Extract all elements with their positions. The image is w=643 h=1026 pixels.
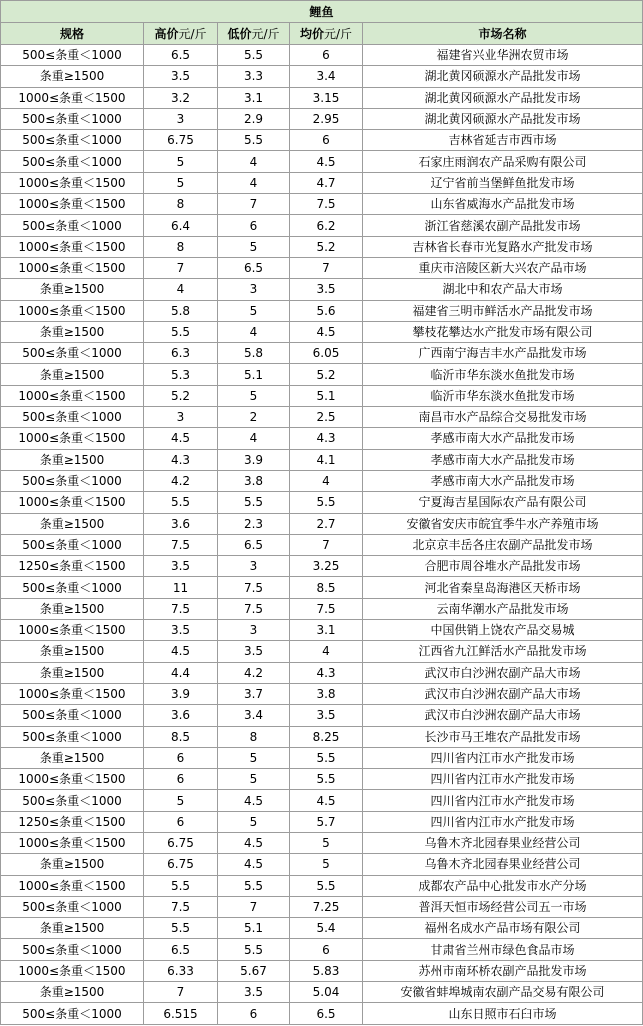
cell-market: 山东日照市石臼市场 <box>363 1003 643 1024</box>
cell-low-price: 3.5 <box>218 982 290 1003</box>
cell-high-price: 6.5 <box>144 939 218 960</box>
cell-avg-price: 3.1 <box>290 620 363 641</box>
cell-market: 福建省三明市鲜活水产品批发市场 <box>363 300 643 321</box>
table-row <box>1 513 643 534</box>
cell-market: 安徽省安庆市皖宜季牛水产养殖市场 <box>363 513 643 534</box>
cell-spec: 500≤条重＜1000 <box>1 534 144 555</box>
cell-high-price: 3 <box>144 108 218 129</box>
cell-avg-price: 5.2 <box>290 236 363 257</box>
table-row <box>1 939 643 960</box>
cell-market: 安徽省蚌埠城南农副产品交易有限公司 <box>363 982 643 1003</box>
cell-avg-price: 3.5 <box>290 279 363 300</box>
cell-high-price: 7.5 <box>144 534 218 555</box>
table-row <box>1 407 643 428</box>
cell-market: 孝感市南大水产品批发市场 <box>363 470 643 491</box>
cell-avg-price: 8.5 <box>290 577 363 598</box>
header-low-price <box>218 23 290 45</box>
cell-low-price: 5 <box>218 747 290 768</box>
cell-low-price: 4 <box>218 321 290 342</box>
header-spec: 规格 <box>1 23 144 45</box>
cell-spec: 条重≥1500 <box>1 918 144 939</box>
cell-avg-price: 5.5 <box>290 875 363 896</box>
table-row <box>1 726 643 747</box>
table-row <box>1 896 643 917</box>
cell-high-price: 4.2 <box>144 470 218 491</box>
header-avg-unit: 元/斤 <box>323 26 353 41</box>
table-header-row <box>1 23 643 45</box>
cell-market: 南昌市水产品综合交易批发市场 <box>363 407 643 428</box>
table-row <box>1 790 643 811</box>
cell-spec: 1000≤条重＜1500 <box>1 87 144 108</box>
cell-low-price: 5 <box>218 769 290 790</box>
cell-avg-price: 3.8 <box>290 683 363 704</box>
table-row <box>1 875 643 896</box>
cell-market: 湖北黄冈硕源水产品批发市场 <box>363 66 643 87</box>
table-row <box>1 45 643 66</box>
table-row <box>1 428 643 449</box>
cell-avg-price: 5.6 <box>290 300 363 321</box>
cell-high-price: 3.6 <box>144 513 218 534</box>
cell-spec: 1000≤条重＜1500 <box>1 172 144 193</box>
cell-high-price: 5.5 <box>144 875 218 896</box>
cell-avg-price: 5.7 <box>290 811 363 832</box>
cell-spec: 条重≥1500 <box>1 662 144 683</box>
table-row <box>1 194 643 215</box>
cell-high-price: 6 <box>144 811 218 832</box>
cell-spec: 500≤条重＜1000 <box>1 939 144 960</box>
header-high-price <box>144 23 218 45</box>
cell-market: 武汉市白沙洲农副产品大市场 <box>363 662 643 683</box>
cell-spec: 1000≤条重＜1500 <box>1 875 144 896</box>
cell-high-price: 8.5 <box>144 726 218 747</box>
cell-market: 吉林省延吉市西市场 <box>363 130 643 151</box>
cell-high-price: 3.5 <box>144 556 218 577</box>
cell-avg-price: 5.5 <box>290 769 363 790</box>
cell-avg-price: 4.5 <box>290 790 363 811</box>
cell-high-price: 6.3 <box>144 343 218 364</box>
table-row <box>1 982 643 1003</box>
header-high-label: 高价 <box>154 26 179 41</box>
cell-spec: 1250≤条重＜1500 <box>1 556 144 577</box>
cell-market: 福州名成水产品市场有限公司 <box>363 918 643 939</box>
cell-high-price: 7 <box>144 257 218 278</box>
cell-spec: 条重≥1500 <box>1 66 144 87</box>
cell-market: 四川省内江市水产批发市场 <box>363 790 643 811</box>
cell-avg-price: 5.2 <box>290 364 363 385</box>
cell-high-price: 7 <box>144 982 218 1003</box>
cell-high-price: 5 <box>144 151 218 172</box>
table-row <box>1 832 643 853</box>
cell-market: 浙江省慈溪农副产品批发市场 <box>363 215 643 236</box>
cell-avg-price: 6 <box>290 939 363 960</box>
table-row <box>1 960 643 981</box>
cell-spec: 条重≥1500 <box>1 364 144 385</box>
cell-low-price: 6 <box>218 1003 290 1024</box>
cell-low-price: 4 <box>218 151 290 172</box>
cell-low-price: 7 <box>218 896 290 917</box>
cell-market: 乌鲁木齐北园春果业经营公司 <box>363 854 643 875</box>
cell-high-price: 5.5 <box>144 918 218 939</box>
cell-high-price: 6.75 <box>144 854 218 875</box>
cell-avg-price: 6.2 <box>290 215 363 236</box>
cell-market: 四川省内江市水产批发市场 <box>363 769 643 790</box>
cell-low-price: 4 <box>218 428 290 449</box>
cell-avg-price: 4 <box>290 470 363 491</box>
cell-avg-price: 3.25 <box>290 556 363 577</box>
cell-spec: 500≤条重＜1000 <box>1 790 144 811</box>
cell-spec: 500≤条重＜1000 <box>1 343 144 364</box>
cell-spec: 500≤条重＜1000 <box>1 151 144 172</box>
cell-low-price: 3.5 <box>218 641 290 662</box>
cell-market: 长沙市马王堆农产品批发市场 <box>363 726 643 747</box>
table-row <box>1 534 643 555</box>
cell-avg-price: 6 <box>290 45 363 66</box>
cell-market: 乌鲁木齐北园春果业经营公司 <box>363 832 643 853</box>
cell-spec: 条重≥1500 <box>1 641 144 662</box>
cell-spec: 500≤条重＜1000 <box>1 470 144 491</box>
cell-low-price: 3.7 <box>218 683 290 704</box>
cell-low-price: 5.5 <box>218 939 290 960</box>
table-row <box>1 683 643 704</box>
cell-avg-price: 4 <box>290 641 363 662</box>
cell-low-price: 7.5 <box>218 577 290 598</box>
cell-avg-price: 8.25 <box>290 726 363 747</box>
table-row <box>1 556 643 577</box>
table-row <box>1 705 643 726</box>
cell-high-price: 3.6 <box>144 705 218 726</box>
table-row <box>1 854 643 875</box>
cell-spec: 500≤条重＜1000 <box>1 1003 144 1024</box>
table-row <box>1 108 643 129</box>
table-row <box>1 577 643 598</box>
cell-market: 河北省秦皇岛海港区天桥市场 <box>363 577 643 598</box>
cell-market: 临沂市华东淡水鱼批发市场 <box>363 385 643 406</box>
cell-high-price: 3.2 <box>144 87 218 108</box>
cell-avg-price: 4.7 <box>290 172 363 193</box>
cell-market: 湖北黄冈硕源水产品批发市场 <box>363 108 643 129</box>
cell-spec: 1000≤条重＜1500 <box>1 385 144 406</box>
cell-market: 重庆市涪陵区新大兴农产品市场 <box>363 257 643 278</box>
cell-spec: 条重≥1500 <box>1 513 144 534</box>
cell-high-price: 3.9 <box>144 683 218 704</box>
header-avg-price <box>290 23 363 45</box>
cell-market: 武汉市白沙洲农副产品大市场 <box>363 705 643 726</box>
cell-market: 甘肃省兰州市绿色食品市场 <box>363 939 643 960</box>
table-row <box>1 66 643 87</box>
cell-market: 成都农产品中心批发市水产分场 <box>363 875 643 896</box>
cell-market: 广西南宁海吉丰水产品批发市场 <box>363 343 643 364</box>
table-row <box>1 662 643 683</box>
cell-low-price: 3.4 <box>218 705 290 726</box>
table-row <box>1 279 643 300</box>
cell-spec: 1000≤条重＜1500 <box>1 428 144 449</box>
table-row <box>1 1003 643 1024</box>
cell-spec: 1000≤条重＜1500 <box>1 492 144 513</box>
cell-market: 普洱天恒市场经营公司五一市场 <box>363 896 643 917</box>
cell-avg-price: 5 <box>290 832 363 853</box>
cell-spec: 1000≤条重＜1500 <box>1 620 144 641</box>
cell-low-price: 5.67 <box>218 960 290 981</box>
cell-high-price: 5.8 <box>144 300 218 321</box>
cell-spec: 1000≤条重＜1500 <box>1 683 144 704</box>
table-row <box>1 343 643 364</box>
cell-high-price: 5.2 <box>144 385 218 406</box>
cell-avg-price: 5.5 <box>290 747 363 768</box>
cell-spec: 500≤条重＜1000 <box>1 108 144 129</box>
cell-low-price: 4.5 <box>218 790 290 811</box>
cell-avg-price: 5.04 <box>290 982 363 1003</box>
table-row <box>1 257 643 278</box>
cell-avg-price: 3.15 <box>290 87 363 108</box>
cell-market: 四川省内江市水产批发市场 <box>363 747 643 768</box>
table-title-row <box>1 1 643 23</box>
table-row <box>1 492 643 513</box>
cell-low-price: 4.5 <box>218 832 290 853</box>
cell-market: 吉林省长春市光复路水产批发市场 <box>363 236 643 257</box>
cell-high-price: 6.4 <box>144 215 218 236</box>
cell-low-price: 3.1 <box>218 87 290 108</box>
cell-avg-price: 2.7 <box>290 513 363 534</box>
cell-high-price: 3.5 <box>144 66 218 87</box>
cell-high-price: 6.33 <box>144 960 218 981</box>
cell-high-price: 7.5 <box>144 598 218 619</box>
cell-low-price: 5 <box>218 385 290 406</box>
cell-spec: 1000≤条重＜1500 <box>1 236 144 257</box>
cell-spec: 500≤条重＜1000 <box>1 215 144 236</box>
cell-market: 山东省威海水产品批发市场 <box>363 194 643 215</box>
cell-high-price: 4 <box>144 279 218 300</box>
cell-high-price: 4.5 <box>144 641 218 662</box>
table-row <box>1 470 643 491</box>
cell-spec: 条重≥1500 <box>1 854 144 875</box>
cell-low-price: 7 <box>218 194 290 215</box>
cell-high-price: 6.75 <box>144 130 218 151</box>
cell-low-price: 3.3 <box>218 66 290 87</box>
cell-spec: 条重≥1500 <box>1 598 144 619</box>
cell-high-price: 4.5 <box>144 428 218 449</box>
cell-low-price: 4.5 <box>218 854 290 875</box>
cell-market: 北京京丰岳各庄农副产品批发市场 <box>363 534 643 555</box>
cell-spec: 条重≥1500 <box>1 279 144 300</box>
table-row <box>1 364 643 385</box>
cell-market: 云南华潮水产品批发市场 <box>363 598 643 619</box>
cell-market: 江西省九江鲜活水产品批发市场 <box>363 641 643 662</box>
cell-market: 湖北中和农产品大市场 <box>363 279 643 300</box>
cell-low-price: 5.5 <box>218 45 290 66</box>
cell-market: 石家庄雨润农产品采购有限公司 <box>363 151 643 172</box>
cell-low-price: 6.5 <box>218 534 290 555</box>
cell-avg-price: 6 <box>290 130 363 151</box>
cell-market: 中国供销上饶农产品交易城 <box>363 620 643 641</box>
cell-low-price: 3.9 <box>218 449 290 470</box>
cell-high-price: 5.3 <box>144 364 218 385</box>
cell-low-price: 3 <box>218 279 290 300</box>
cell-low-price: 5.8 <box>218 343 290 364</box>
cell-spec: 1000≤条重＜1500 <box>1 194 144 215</box>
cell-high-price: 6 <box>144 769 218 790</box>
cell-low-price: 7.5 <box>218 598 290 619</box>
table-row <box>1 215 643 236</box>
cell-high-price: 5 <box>144 790 218 811</box>
cell-spec: 500≤条重＜1000 <box>1 705 144 726</box>
cell-high-price: 6.5 <box>144 45 218 66</box>
table-row <box>1 300 643 321</box>
cell-spec: 1250≤条重＜1500 <box>1 811 144 832</box>
table-row <box>1 130 643 151</box>
header-low-label: 低价 <box>227 26 252 41</box>
cell-low-price: 3 <box>218 620 290 641</box>
cell-low-price: 6.5 <box>218 257 290 278</box>
cell-spec: 1000≤条重＜1500 <box>1 257 144 278</box>
cell-avg-price: 7.25 <box>290 896 363 917</box>
cell-spec: 条重≥1500 <box>1 982 144 1003</box>
cell-high-price: 8 <box>144 194 218 215</box>
cell-market: 孝感市南大水产品批发市场 <box>363 449 643 470</box>
cell-low-price: 8 <box>218 726 290 747</box>
cell-spec: 1000≤条重＜1500 <box>1 960 144 981</box>
cell-market: 孝感市南大水产品批发市场 <box>363 428 643 449</box>
cell-high-price: 5 <box>144 172 218 193</box>
table-row <box>1 769 643 790</box>
cell-avg-price: 4.5 <box>290 321 363 342</box>
cell-avg-price: 5.4 <box>290 918 363 939</box>
cell-avg-price: 7 <box>290 257 363 278</box>
table-row <box>1 151 643 172</box>
cell-high-price: 3 <box>144 407 218 428</box>
cell-market: 武汉市白沙洲农副产品大市场 <box>363 683 643 704</box>
cell-low-price: 5.1 <box>218 364 290 385</box>
cell-spec: 条重≥1500 <box>1 747 144 768</box>
cell-avg-price: 7 <box>290 534 363 555</box>
cell-high-price: 3.5 <box>144 620 218 641</box>
cell-avg-price: 4.3 <box>290 428 363 449</box>
cell-low-price: 3 <box>218 556 290 577</box>
cell-spec: 500≤条重＜1000 <box>1 407 144 428</box>
cell-low-price: 4 <box>218 172 290 193</box>
header-market: 市场名称 <box>363 23 643 45</box>
cell-low-price: 5.5 <box>218 875 290 896</box>
cell-spec: 1000≤条重＜1500 <box>1 769 144 790</box>
cell-high-price: 4.4 <box>144 662 218 683</box>
cell-low-price: 2 <box>218 407 290 428</box>
cell-low-price: 2.9 <box>218 108 290 129</box>
cell-high-price: 5.5 <box>144 492 218 513</box>
table-row <box>1 172 643 193</box>
cell-avg-price: 2.5 <box>290 407 363 428</box>
cell-avg-price: 4.1 <box>290 449 363 470</box>
cell-spec: 500≤条重＜1000 <box>1 896 144 917</box>
cell-avg-price: 2.95 <box>290 108 363 129</box>
cell-market: 临沂市华东淡水鱼批发市场 <box>363 364 643 385</box>
cell-low-price: 3.8 <box>218 470 290 491</box>
cell-low-price: 2.3 <box>218 513 290 534</box>
table-row <box>1 918 643 939</box>
cell-spec: 500≤条重＜1000 <box>1 130 144 151</box>
cell-high-price: 6.75 <box>144 832 218 853</box>
table-body <box>1 45 643 1025</box>
cell-low-price: 5 <box>218 300 290 321</box>
cell-low-price: 4.2 <box>218 662 290 683</box>
cell-spec: 500≤条重＜1000 <box>1 726 144 747</box>
header-high-unit: 元/斤 <box>178 26 207 41</box>
cell-high-price: 7.5 <box>144 896 218 917</box>
cell-low-price: 5.5 <box>218 130 290 151</box>
table-row <box>1 641 643 662</box>
cell-market: 攀枝花攀达水产批发市场有限公司 <box>363 321 643 342</box>
table-row <box>1 87 643 108</box>
cell-spec: 500≤条重＜1000 <box>1 45 144 66</box>
cell-market: 福建省兴业华洲农贸市场 <box>363 45 643 66</box>
cell-low-price: 5.1 <box>218 918 290 939</box>
cell-avg-price: 5.1 <box>290 385 363 406</box>
cell-high-price: 8 <box>144 236 218 257</box>
table-row <box>1 236 643 257</box>
cell-avg-price: 4.3 <box>290 662 363 683</box>
cell-spec: 1000≤条重＜1500 <box>1 300 144 321</box>
cell-spec: 条重≥1500 <box>1 449 144 470</box>
cell-avg-price: 5.83 <box>290 960 363 981</box>
cell-spec: 1000≤条重＜1500 <box>1 832 144 853</box>
table-row <box>1 449 643 470</box>
cell-high-price: 11 <box>144 577 218 598</box>
cell-market: 合肥市周谷堆水产品批发市场 <box>363 556 643 577</box>
cell-low-price: 5.5 <box>218 492 290 513</box>
cell-low-price: 5 <box>218 236 290 257</box>
table-row <box>1 321 643 342</box>
cell-avg-price: 3.4 <box>290 66 363 87</box>
header-low-unit: 元/斤 <box>251 26 280 41</box>
table-row <box>1 385 643 406</box>
cell-low-price: 6 <box>218 215 290 236</box>
cell-market: 苏州市南环桥农副产品批发市场 <box>363 960 643 981</box>
cell-high-price: 6 <box>144 747 218 768</box>
header-avg-label: 均价 <box>299 26 324 41</box>
table-row <box>1 598 643 619</box>
cell-low-price: 5 <box>218 811 290 832</box>
cell-high-price: 4.3 <box>144 449 218 470</box>
cell-spec: 500≤条重＜1000 <box>1 577 144 598</box>
cell-avg-price: 7.5 <box>290 194 363 215</box>
cell-high-price: 5.5 <box>144 321 218 342</box>
cell-avg-price: 6.5 <box>290 1003 363 1024</box>
cell-avg-price: 3.5 <box>290 705 363 726</box>
cell-avg-price: 5 <box>290 854 363 875</box>
cell-avg-price: 4.5 <box>290 151 363 172</box>
cell-market: 四川省内江市水产批发市场 <box>363 811 643 832</box>
table-row <box>1 747 643 768</box>
cell-high-price: 6.515 <box>144 1003 218 1024</box>
cell-spec: 条重≥1500 <box>1 321 144 342</box>
table-title: 鲤鱼 <box>1 1 643 23</box>
cell-market: 湖北黄冈硕源水产品批发市场 <box>363 87 643 108</box>
cell-market: 辽宁省前当堡鲜鱼批发市场 <box>363 172 643 193</box>
cell-market: 宁夏海吉星国际农产品有限公司 <box>363 492 643 513</box>
cell-avg-price: 7.5 <box>290 598 363 619</box>
table-row <box>1 811 643 832</box>
cell-avg-price: 6.05 <box>290 343 363 364</box>
table-row <box>1 620 643 641</box>
cell-avg-price: 5.5 <box>290 492 363 513</box>
